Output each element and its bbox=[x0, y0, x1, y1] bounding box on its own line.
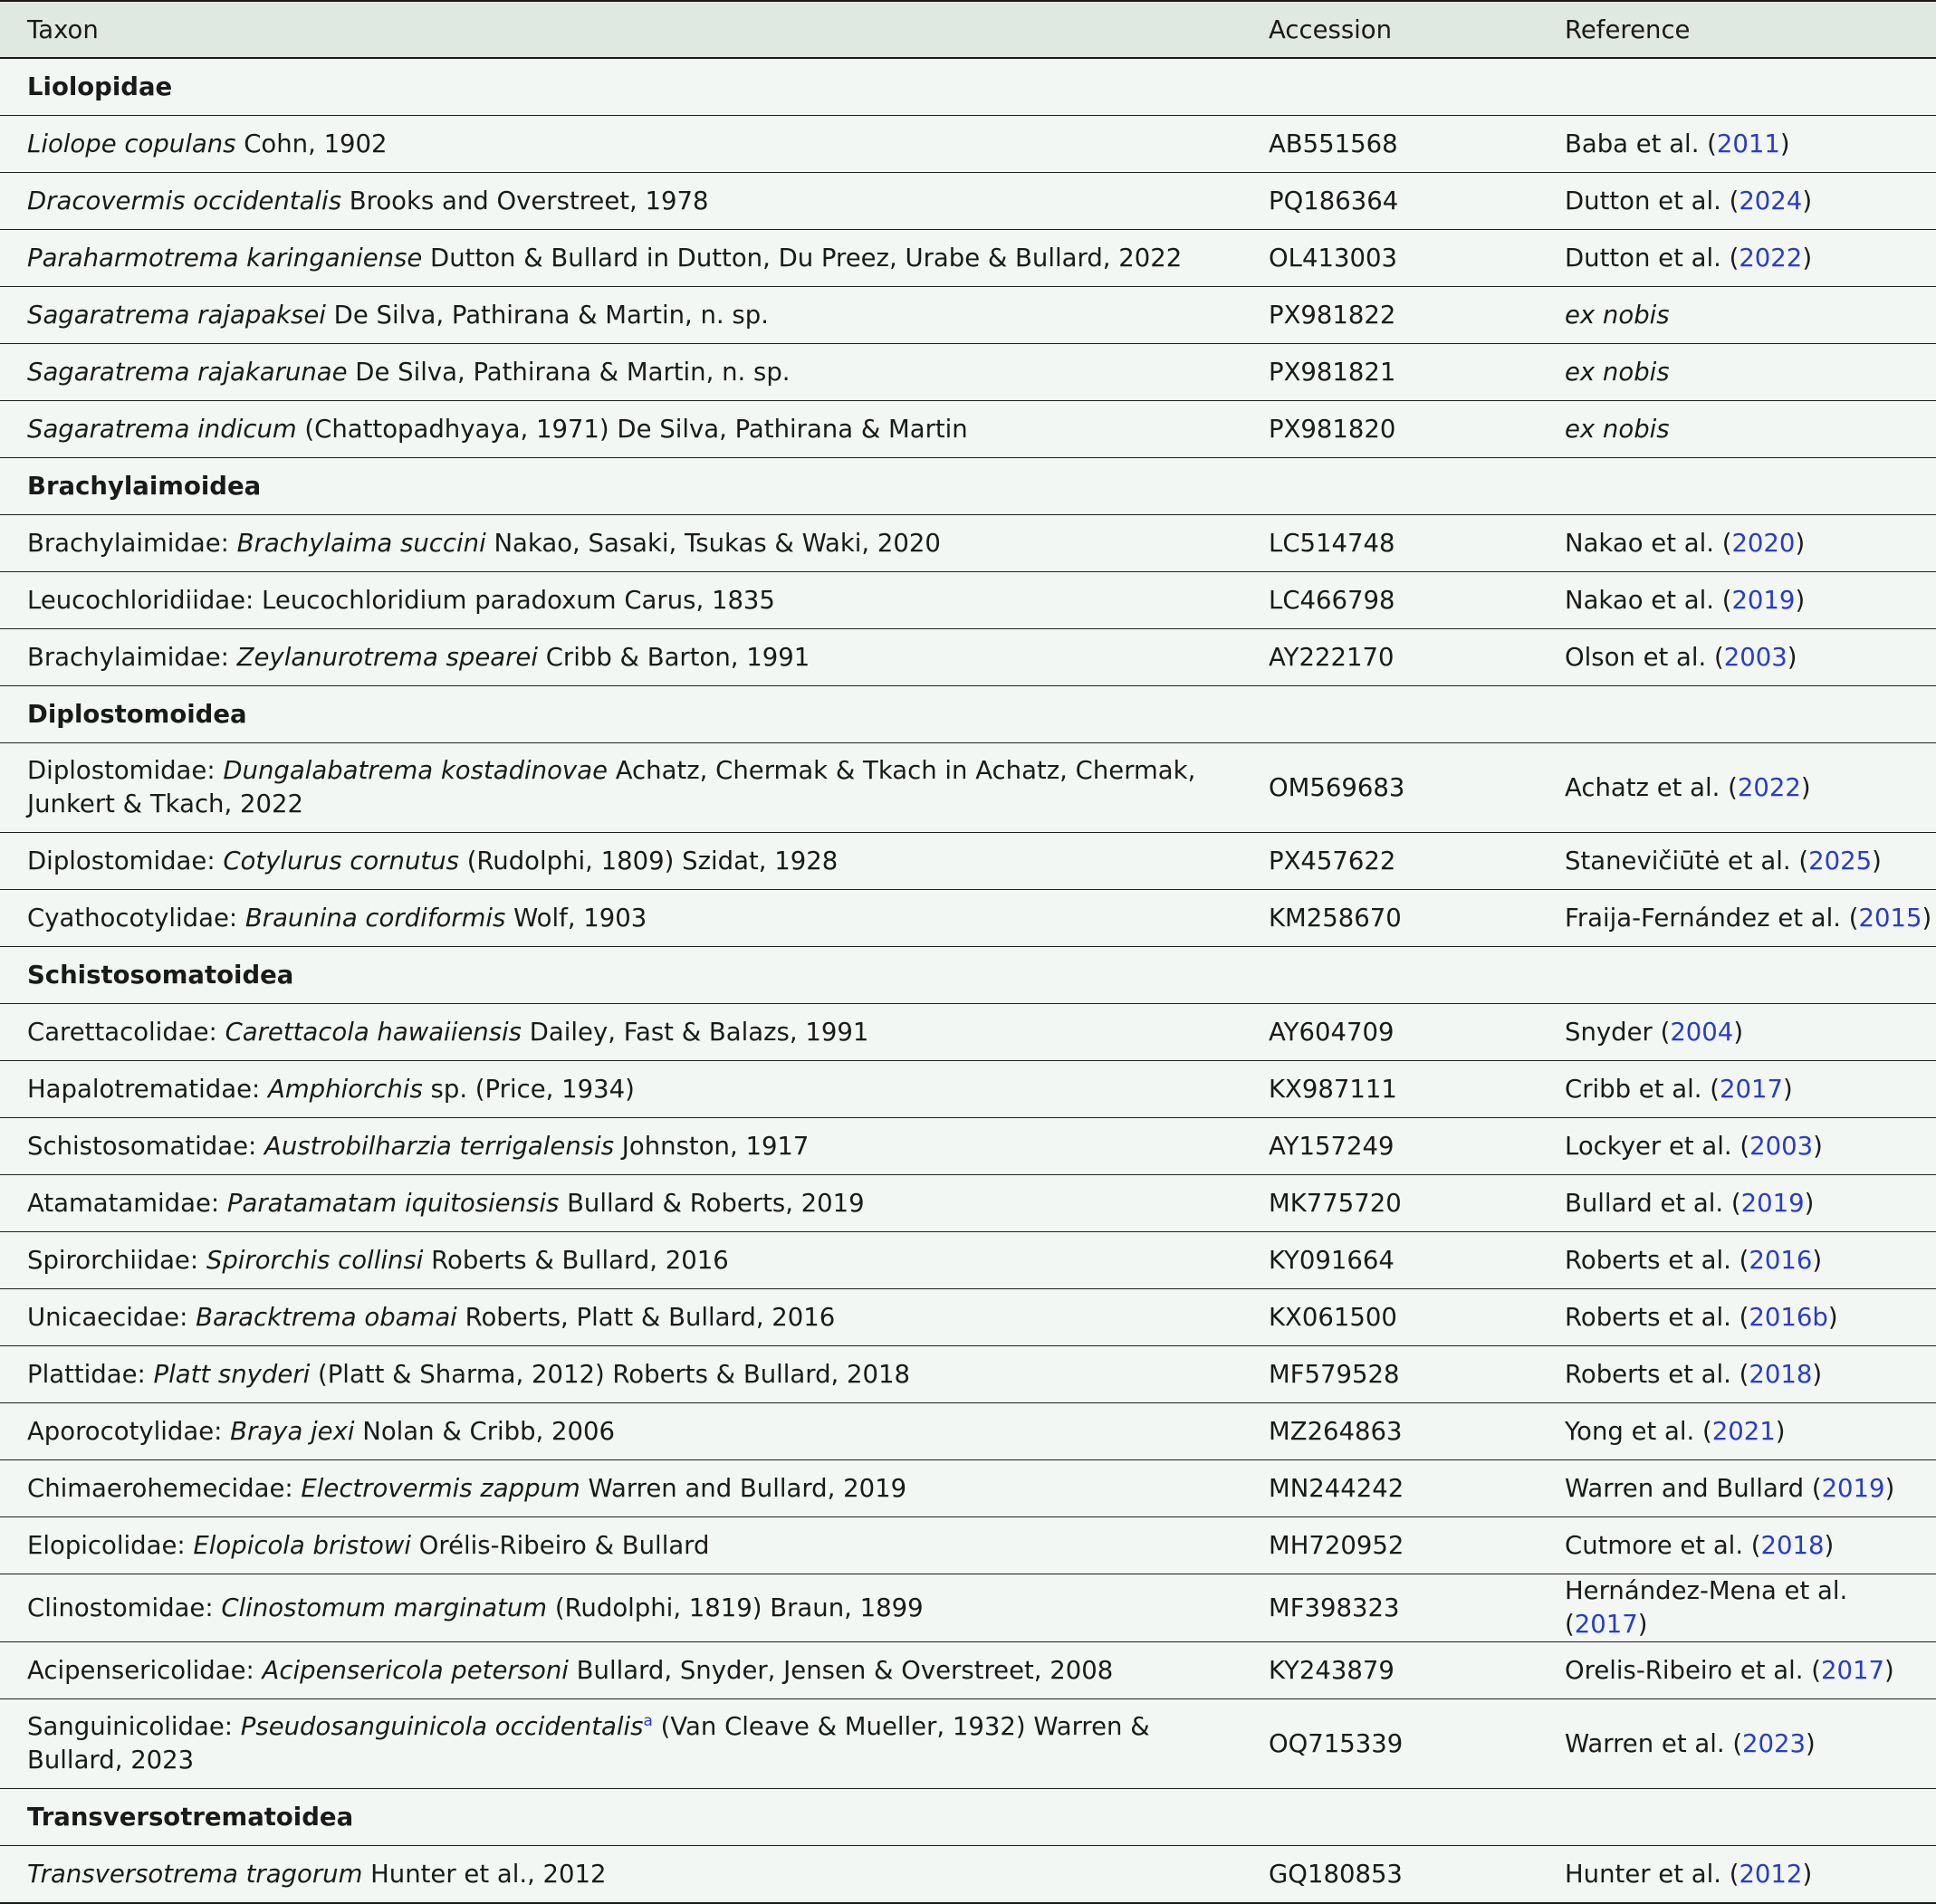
taxon-cell bbox=[0, 629, 1261, 686]
reference-close: ) bbox=[1775, 1416, 1786, 1446]
reference-cell: ex nobis bbox=[1565, 357, 1670, 387]
reference-cell bbox=[1538, 1232, 1936, 1289]
table-row bbox=[0, 890, 1936, 947]
reference-authors: Dutton et al. ( bbox=[1565, 186, 1740, 215]
reference-authors: Roberts et al. ( bbox=[1565, 1245, 1749, 1275]
species-name: Spirorchis collinsi bbox=[206, 1245, 424, 1275]
table-row bbox=[0, 1642, 1936, 1699]
species-name: Braunina cordiformis bbox=[244, 903, 506, 933]
family-name: Chimaerohemecidae: bbox=[27, 1473, 302, 1503]
reference-year-link[interactable]: 2022 bbox=[1739, 243, 1803, 273]
table-row bbox=[0, 1004, 1936, 1061]
table-row bbox=[0, 833, 1936, 890]
species-name: Paratamatam iquitosiensis bbox=[226, 1188, 560, 1218]
table-row bbox=[0, 230, 1936, 287]
species-name: Paraharmotrema karinganiense bbox=[27, 243, 423, 273]
reference-close: ) bbox=[1733, 1017, 1744, 1047]
accession-cell: LC514748 bbox=[1269, 528, 1395, 558]
reference-authors: Achatz et al. ( bbox=[1565, 772, 1738, 802]
reference-cell bbox=[1538, 1574, 1936, 1642]
reference-year-link[interactable]: 2021 bbox=[1711, 1416, 1776, 1446]
family-name: Diplostomidae: bbox=[27, 756, 224, 785]
table-row bbox=[0, 572, 1936, 629]
authority: (Van Cleave & Mueller, 1932) Warren & Bullard, 2023 bbox=[27, 1712, 1150, 1775]
taxon-cell bbox=[0, 515, 1261, 572]
table-row bbox=[0, 1289, 1936, 1346]
accession-cell: KY243879 bbox=[1269, 1655, 1394, 1685]
taxon-cell bbox=[0, 116, 1261, 173]
reference-cell bbox=[1538, 1118, 1936, 1175]
reference-close: ) bbox=[1802, 186, 1813, 215]
reference-year-link[interactable]: 2019 bbox=[1821, 1473, 1885, 1503]
reference-authors: Lockyer et al. ( bbox=[1565, 1131, 1750, 1161]
species-name: Dracovermis occidentalis bbox=[27, 186, 342, 215]
group-label: Transversotrematoidea bbox=[27, 1802, 354, 1832]
reference-year-link[interactable]: 2019 bbox=[1731, 585, 1796, 615]
reference-close: ) bbox=[1795, 528, 1806, 558]
reference-cell bbox=[1538, 833, 1936, 890]
group-label: Brachylaimoidea bbox=[27, 471, 262, 501]
accession-cell: AY157249 bbox=[1269, 1131, 1394, 1161]
reference-year-link[interactable]: 2017 bbox=[1574, 1610, 1638, 1639]
accession-cell: KM258670 bbox=[1269, 903, 1402, 933]
species-name: Transversotrema tragorum bbox=[27, 1859, 363, 1889]
species-name: Dungalabatrema kostadinovae bbox=[223, 756, 608, 785]
authority: (Chattopadhyaya, 1971) De Silva, Pathirana & Martin bbox=[296, 414, 968, 444]
taxon-cell bbox=[0, 401, 1261, 458]
reference-year-link[interactable]: 2025 bbox=[1808, 846, 1873, 875]
reference-cell bbox=[1538, 1460, 1936, 1517]
family-name: Brachylaimidae: bbox=[27, 528, 237, 558]
species-name: Pseudosanguinicola occidentalis bbox=[240, 1712, 644, 1741]
reference-year-link[interactable]: 2004 bbox=[1670, 1017, 1734, 1047]
family-name: Aporocotylidae: bbox=[27, 1416, 231, 1446]
reference-close: ) bbox=[1802, 243, 1813, 273]
authority: Cribb & Barton, 1991 bbox=[537, 642, 810, 672]
reference-year-link[interactable]: 2024 bbox=[1739, 186, 1803, 215]
taxon-cell bbox=[0, 1346, 1261, 1403]
table-row bbox=[0, 1517, 1936, 1574]
accession-cell: KX987111 bbox=[1269, 1074, 1397, 1104]
reference-cell bbox=[1538, 629, 1936, 686]
species-name: Brachylaima succini bbox=[236, 528, 486, 558]
taxon-cell bbox=[0, 1175, 1261, 1232]
species-name: Carettacola hawaiiensis bbox=[225, 1017, 522, 1047]
reference-close: ) bbox=[1800, 772, 1811, 802]
taxon-cell bbox=[0, 1699, 1261, 1789]
accession-cell: OM569683 bbox=[1269, 772, 1405, 802]
species-name: Sagaratrema indicum bbox=[27, 414, 297, 444]
accession-cell: MZ264863 bbox=[1269, 1416, 1403, 1446]
family-name: Schistosomatidae: bbox=[27, 1131, 265, 1161]
reference-close: ) bbox=[1872, 846, 1882, 875]
reference-authors: Yong et al. ( bbox=[1565, 1416, 1712, 1446]
accession-cell: KY091664 bbox=[1269, 1245, 1394, 1275]
taxon-cell bbox=[0, 1004, 1261, 1061]
taxon-cell bbox=[0, 1118, 1261, 1175]
table-row bbox=[0, 401, 1936, 458]
table-row bbox=[0, 344, 1936, 401]
reference-cell: ex nobis bbox=[1565, 300, 1670, 330]
reference-year-link[interactable]: 2022 bbox=[1737, 772, 1801, 802]
taxon-cell bbox=[0, 1846, 1261, 1904]
authority: (Platt & Sharma, 2012) Roberts & Bullard, 2018 bbox=[310, 1359, 911, 1389]
reference-authors: Baba et al. ( bbox=[1565, 129, 1717, 158]
accession-cell: AB551568 bbox=[1269, 129, 1398, 158]
header-reference: Reference bbox=[1538, 1, 1936, 58]
reference-cell bbox=[1538, 1642, 1936, 1699]
authority: Nolan & Cribb, 2006 bbox=[354, 1416, 616, 1446]
species-name: Baracktrema obamai bbox=[196, 1302, 457, 1332]
species-name: Cotylurus cornutus bbox=[223, 846, 459, 875]
reference-authors: Hernández-Mena et al. ( bbox=[1565, 1576, 1848, 1639]
reference-year-link[interactable]: 2017 bbox=[1820, 1655, 1884, 1685]
reference-authors: Roberts et al. ( bbox=[1565, 1302, 1749, 1332]
taxon-cell: Leucochloridiidae: Leucochloridium paradoxum Carus, 1835 bbox=[27, 585, 775, 615]
authority: Hunter et al., 2012 bbox=[362, 1859, 607, 1889]
species-name: Liolope copulans bbox=[27, 129, 236, 158]
species-name: Platt snyderi bbox=[153, 1359, 311, 1389]
reference-cell bbox=[1538, 1346, 1936, 1403]
reference-close: ) bbox=[1883, 1655, 1894, 1685]
taxon-cell bbox=[0, 1517, 1261, 1574]
reference-close: ) bbox=[1827, 1302, 1838, 1332]
reference-authors: Roberts et al. ( bbox=[1565, 1359, 1749, 1389]
table-row bbox=[0, 1118, 1936, 1175]
taxon-cell bbox=[0, 173, 1261, 230]
reference-year-link[interactable]: 2003 bbox=[1749, 1131, 1814, 1161]
accession-cell: OL413003 bbox=[1269, 243, 1397, 273]
reference-year-link[interactable]: 2020 bbox=[1731, 528, 1796, 558]
group-row bbox=[0, 58, 1936, 116]
reference-authors: Orelis-Ribeiro et al. ( bbox=[1565, 1655, 1821, 1685]
taxon-cell bbox=[0, 1289, 1261, 1346]
reference-cell bbox=[1538, 1061, 1936, 1118]
species-name: Acipensericola petersoni bbox=[262, 1655, 569, 1685]
family-name: Hapalotrematidae: bbox=[27, 1074, 269, 1104]
reference-cell bbox=[1538, 173, 1936, 230]
reference-close: ) bbox=[1787, 642, 1797, 672]
family-name: Sanguinicolidae: bbox=[27, 1712, 241, 1741]
reference-close: ) bbox=[1804, 1188, 1815, 1218]
accession-cell: KX061500 bbox=[1269, 1302, 1397, 1332]
authority: Dutton & Bullard in Dutton, Du Preez, Urabe & Bullard, 2022 bbox=[422, 243, 1183, 273]
authority: Brooks and Overstreet, 1978 bbox=[341, 186, 709, 215]
group-label: Schistosomatoidea bbox=[27, 960, 294, 990]
group-row bbox=[0, 1789, 1936, 1846]
authority: Warren and Bullard, 2019 bbox=[580, 1473, 907, 1503]
reference-cell bbox=[1538, 1403, 1936, 1460]
species-name: Electrovermis zappum bbox=[301, 1473, 580, 1503]
header-accession: Accession bbox=[1261, 1, 1538, 58]
reference-year-link[interactable]: 2018 bbox=[1749, 1359, 1813, 1389]
authority: Bullard & Roberts, 2019 bbox=[559, 1188, 865, 1218]
reference-cell bbox=[1538, 1699, 1936, 1789]
accession-cell: PX457622 bbox=[1269, 846, 1396, 875]
reference-cell bbox=[1538, 572, 1936, 629]
authority: De Silva, Pathirana & Martin, n. sp. bbox=[347, 357, 791, 387]
family-name: Diplostomidae: bbox=[27, 846, 224, 875]
family-name: Clinostomidae: bbox=[27, 1593, 222, 1622]
table-row bbox=[0, 1846, 1936, 1904]
taxon-cell bbox=[0, 890, 1261, 947]
species-name: Amphiorchis bbox=[268, 1074, 423, 1104]
authority: Roberts & Bullard, 2016 bbox=[423, 1245, 729, 1275]
reference-close: ) bbox=[1782, 1074, 1793, 1104]
family-name: Atamatamidae: bbox=[27, 1188, 227, 1218]
reference-cell bbox=[1538, 1517, 1936, 1574]
table-row bbox=[0, 1232, 1936, 1289]
taxon-cell bbox=[0, 1061, 1261, 1118]
accession-cell: MN244242 bbox=[1269, 1473, 1404, 1503]
accession-cell: PX981821 bbox=[1269, 357, 1396, 387]
accession-cell: MH720952 bbox=[1269, 1530, 1404, 1560]
taxon-cell bbox=[0, 1232, 1261, 1289]
family-name: Elopicolidae: bbox=[27, 1530, 194, 1560]
reference-cell bbox=[1538, 890, 1936, 947]
authority: sp. (Price, 1934) bbox=[422, 1074, 635, 1104]
reference-cell bbox=[1538, 743, 1936, 833]
reference-close: ) bbox=[1812, 1359, 1823, 1389]
reference-authors: Cutmore et al. ( bbox=[1565, 1530, 1761, 1560]
reference-cell bbox=[1538, 116, 1936, 173]
taxon-cell bbox=[0, 230, 1261, 287]
species-name: Sagaratrema rajapaksei bbox=[27, 300, 326, 330]
reference-authors: Cribb et al. ( bbox=[1565, 1074, 1720, 1104]
species-name: Austrobilharzia terrigalensis bbox=[264, 1131, 615, 1161]
group-label: Diplostomoidea bbox=[27, 699, 247, 729]
authority: Johnston, 1917 bbox=[614, 1131, 810, 1161]
group-label: Liolopidae bbox=[27, 72, 173, 101]
taxon-cell bbox=[0, 743, 1261, 833]
table-row bbox=[0, 1574, 1936, 1642]
reference-authors: Bullard et al. ( bbox=[1565, 1188, 1741, 1218]
accession-cell: GQ180853 bbox=[1269, 1859, 1403, 1889]
authority: Bullard, Snyder, Jensen & Overstreet, 2008 bbox=[568, 1655, 1114, 1685]
reference-cell bbox=[1538, 515, 1936, 572]
reference-close: ) bbox=[1812, 1245, 1823, 1275]
family-name: Unicaecidae: bbox=[27, 1302, 196, 1332]
table-row bbox=[0, 116, 1936, 173]
taxon-cell bbox=[0, 1403, 1261, 1460]
reference-cell bbox=[1538, 230, 1936, 287]
species-name: Sagaratrema rajakarunae bbox=[27, 357, 348, 387]
reference-authors: Nakao et al. ( bbox=[1565, 585, 1732, 615]
accession-cell: LC466798 bbox=[1269, 585, 1395, 615]
reference-close: ) bbox=[1813, 1131, 1823, 1161]
taxon-cell bbox=[0, 1642, 1261, 1699]
authority: Nakao, Sasaki, Tsukas & Waki, 2020 bbox=[485, 528, 941, 558]
family-name: Cyathocotylidae: bbox=[27, 903, 245, 933]
reference-authors: Snyder ( bbox=[1565, 1017, 1671, 1047]
reference-authors: Warren et al. ( bbox=[1565, 1728, 1743, 1758]
authority: (Rudolphi, 1819) Braun, 1899 bbox=[547, 1593, 924, 1622]
accession-cell: MF398323 bbox=[1269, 1593, 1400, 1622]
footnote-marker[interactable]: a bbox=[643, 1711, 653, 1730]
reference-authors: Warren and Bullard ( bbox=[1565, 1473, 1822, 1503]
group-row bbox=[0, 686, 1936, 743]
accession-cell: PX981822 bbox=[1269, 300, 1396, 330]
table-row bbox=[0, 1460, 1936, 1517]
family-name: Carettacolidae: bbox=[27, 1017, 225, 1047]
species-name: Zeylanurotrema spearei bbox=[236, 642, 538, 672]
reference-authors: Olson et al. ( bbox=[1565, 642, 1724, 672]
reference-authors: Dutton et al. ( bbox=[1565, 243, 1740, 273]
reference-year-link[interactable]: 2019 bbox=[1740, 1188, 1805, 1218]
reference-authors: Hunter et al. ( bbox=[1565, 1859, 1740, 1889]
reference-year-link[interactable]: 2011 bbox=[1716, 129, 1780, 158]
accession-cell: OQ715339 bbox=[1269, 1728, 1404, 1758]
reference-close: ) bbox=[1779, 129, 1790, 158]
family-name: Spirorchiidae: bbox=[27, 1245, 206, 1275]
authority: Achatz, Chermak & Tkach in Achatz, Chermak, Junkert & Tkach, 2022 bbox=[27, 756, 1196, 818]
taxon-cell bbox=[0, 344, 1261, 401]
table-row bbox=[0, 1346, 1936, 1403]
reference-year-link[interactable]: 2023 bbox=[1742, 1728, 1807, 1758]
authority: Wolf, 1903 bbox=[505, 903, 647, 933]
reference-authors: Nakao et al. ( bbox=[1565, 528, 1732, 558]
reference-cell bbox=[1538, 1004, 1936, 1061]
reference-close: ) bbox=[1802, 1859, 1813, 1889]
accession-cell: AY604709 bbox=[1269, 1017, 1394, 1047]
authority: Roberts, Platt & Bullard, 2016 bbox=[456, 1302, 836, 1332]
reference-close: ) bbox=[1884, 1473, 1895, 1503]
reference-close: ) bbox=[1637, 1610, 1648, 1639]
authority: (Rudolphi, 1809) Szidat, 1928 bbox=[458, 846, 839, 875]
accession-cell: PQ186364 bbox=[1269, 186, 1399, 215]
table-header bbox=[0, 1, 1936, 58]
header-taxon: Taxon bbox=[0, 1, 1261, 58]
reference-cell bbox=[1538, 1289, 1936, 1346]
authority: De Silva, Pathirana & Martin, n. sp. bbox=[325, 300, 769, 330]
table-row bbox=[0, 173, 1936, 230]
authority: Orélis-Ribeiro & Bullard bbox=[411, 1530, 710, 1560]
species-name: Braya jexi bbox=[230, 1416, 355, 1446]
reference-year-link[interactable]: 2017 bbox=[1719, 1074, 1783, 1104]
table-row bbox=[0, 1061, 1936, 1118]
reference-close: ) bbox=[1806, 1728, 1816, 1758]
accession-cell: MK775720 bbox=[1269, 1188, 1402, 1218]
reference-close: ) bbox=[1824, 1530, 1835, 1560]
taxon-cell bbox=[0, 1460, 1261, 1517]
authority: Cohn, 1902 bbox=[235, 129, 388, 158]
reference-authors: Fraija-Fernández et al. ( bbox=[1565, 903, 1859, 933]
accession-cell: PX981820 bbox=[1269, 414, 1396, 444]
table-row bbox=[0, 1175, 1936, 1232]
reference-year-link[interactable]: 2015 bbox=[1858, 903, 1922, 933]
family-name: Plattidae: bbox=[27, 1359, 154, 1389]
table-row bbox=[0, 287, 1936, 344]
family-name: Brachylaimidae: bbox=[27, 642, 237, 672]
family-name: Acipensericolidae: bbox=[27, 1655, 263, 1685]
authority: Dailey, Fast & Balazs, 1991 bbox=[521, 1017, 869, 1047]
reference-year-link[interactable]: 2016 bbox=[1749, 1245, 1813, 1275]
reference-close: ) bbox=[1922, 903, 1932, 933]
group-row bbox=[0, 458, 1936, 515]
taxon-cell bbox=[0, 287, 1261, 344]
table-row bbox=[0, 629, 1936, 686]
reference-year-link[interactable]: 2003 bbox=[1723, 642, 1787, 672]
reference-cell: ex nobis bbox=[1565, 414, 1670, 444]
reference-year-link[interactable]: 2016b bbox=[1749, 1302, 1828, 1332]
reference-authors: Stanevičiūtė et al. ( bbox=[1565, 846, 1809, 875]
reference-cell bbox=[1538, 1846, 1936, 1904]
table-row bbox=[0, 515, 1936, 572]
accession-cell: MF579528 bbox=[1269, 1359, 1400, 1389]
species-name: Elopicola bristowi bbox=[193, 1530, 411, 1560]
group-row bbox=[0, 947, 1936, 1004]
table-row bbox=[0, 1403, 1936, 1460]
taxon-cell bbox=[0, 833, 1261, 890]
reference-year-link[interactable]: 2018 bbox=[1760, 1530, 1825, 1560]
species-name: Clinostomum marginatum bbox=[221, 1593, 548, 1622]
table-row bbox=[0, 743, 1936, 833]
reference-close: ) bbox=[1795, 585, 1806, 615]
taxon-cell bbox=[0, 1574, 1261, 1642]
reference-year-link[interactable]: 2012 bbox=[1739, 1859, 1803, 1889]
table-row bbox=[0, 1699, 1936, 1789]
reference-cell bbox=[1538, 1175, 1936, 1232]
accession-cell: AY222170 bbox=[1269, 642, 1394, 672]
